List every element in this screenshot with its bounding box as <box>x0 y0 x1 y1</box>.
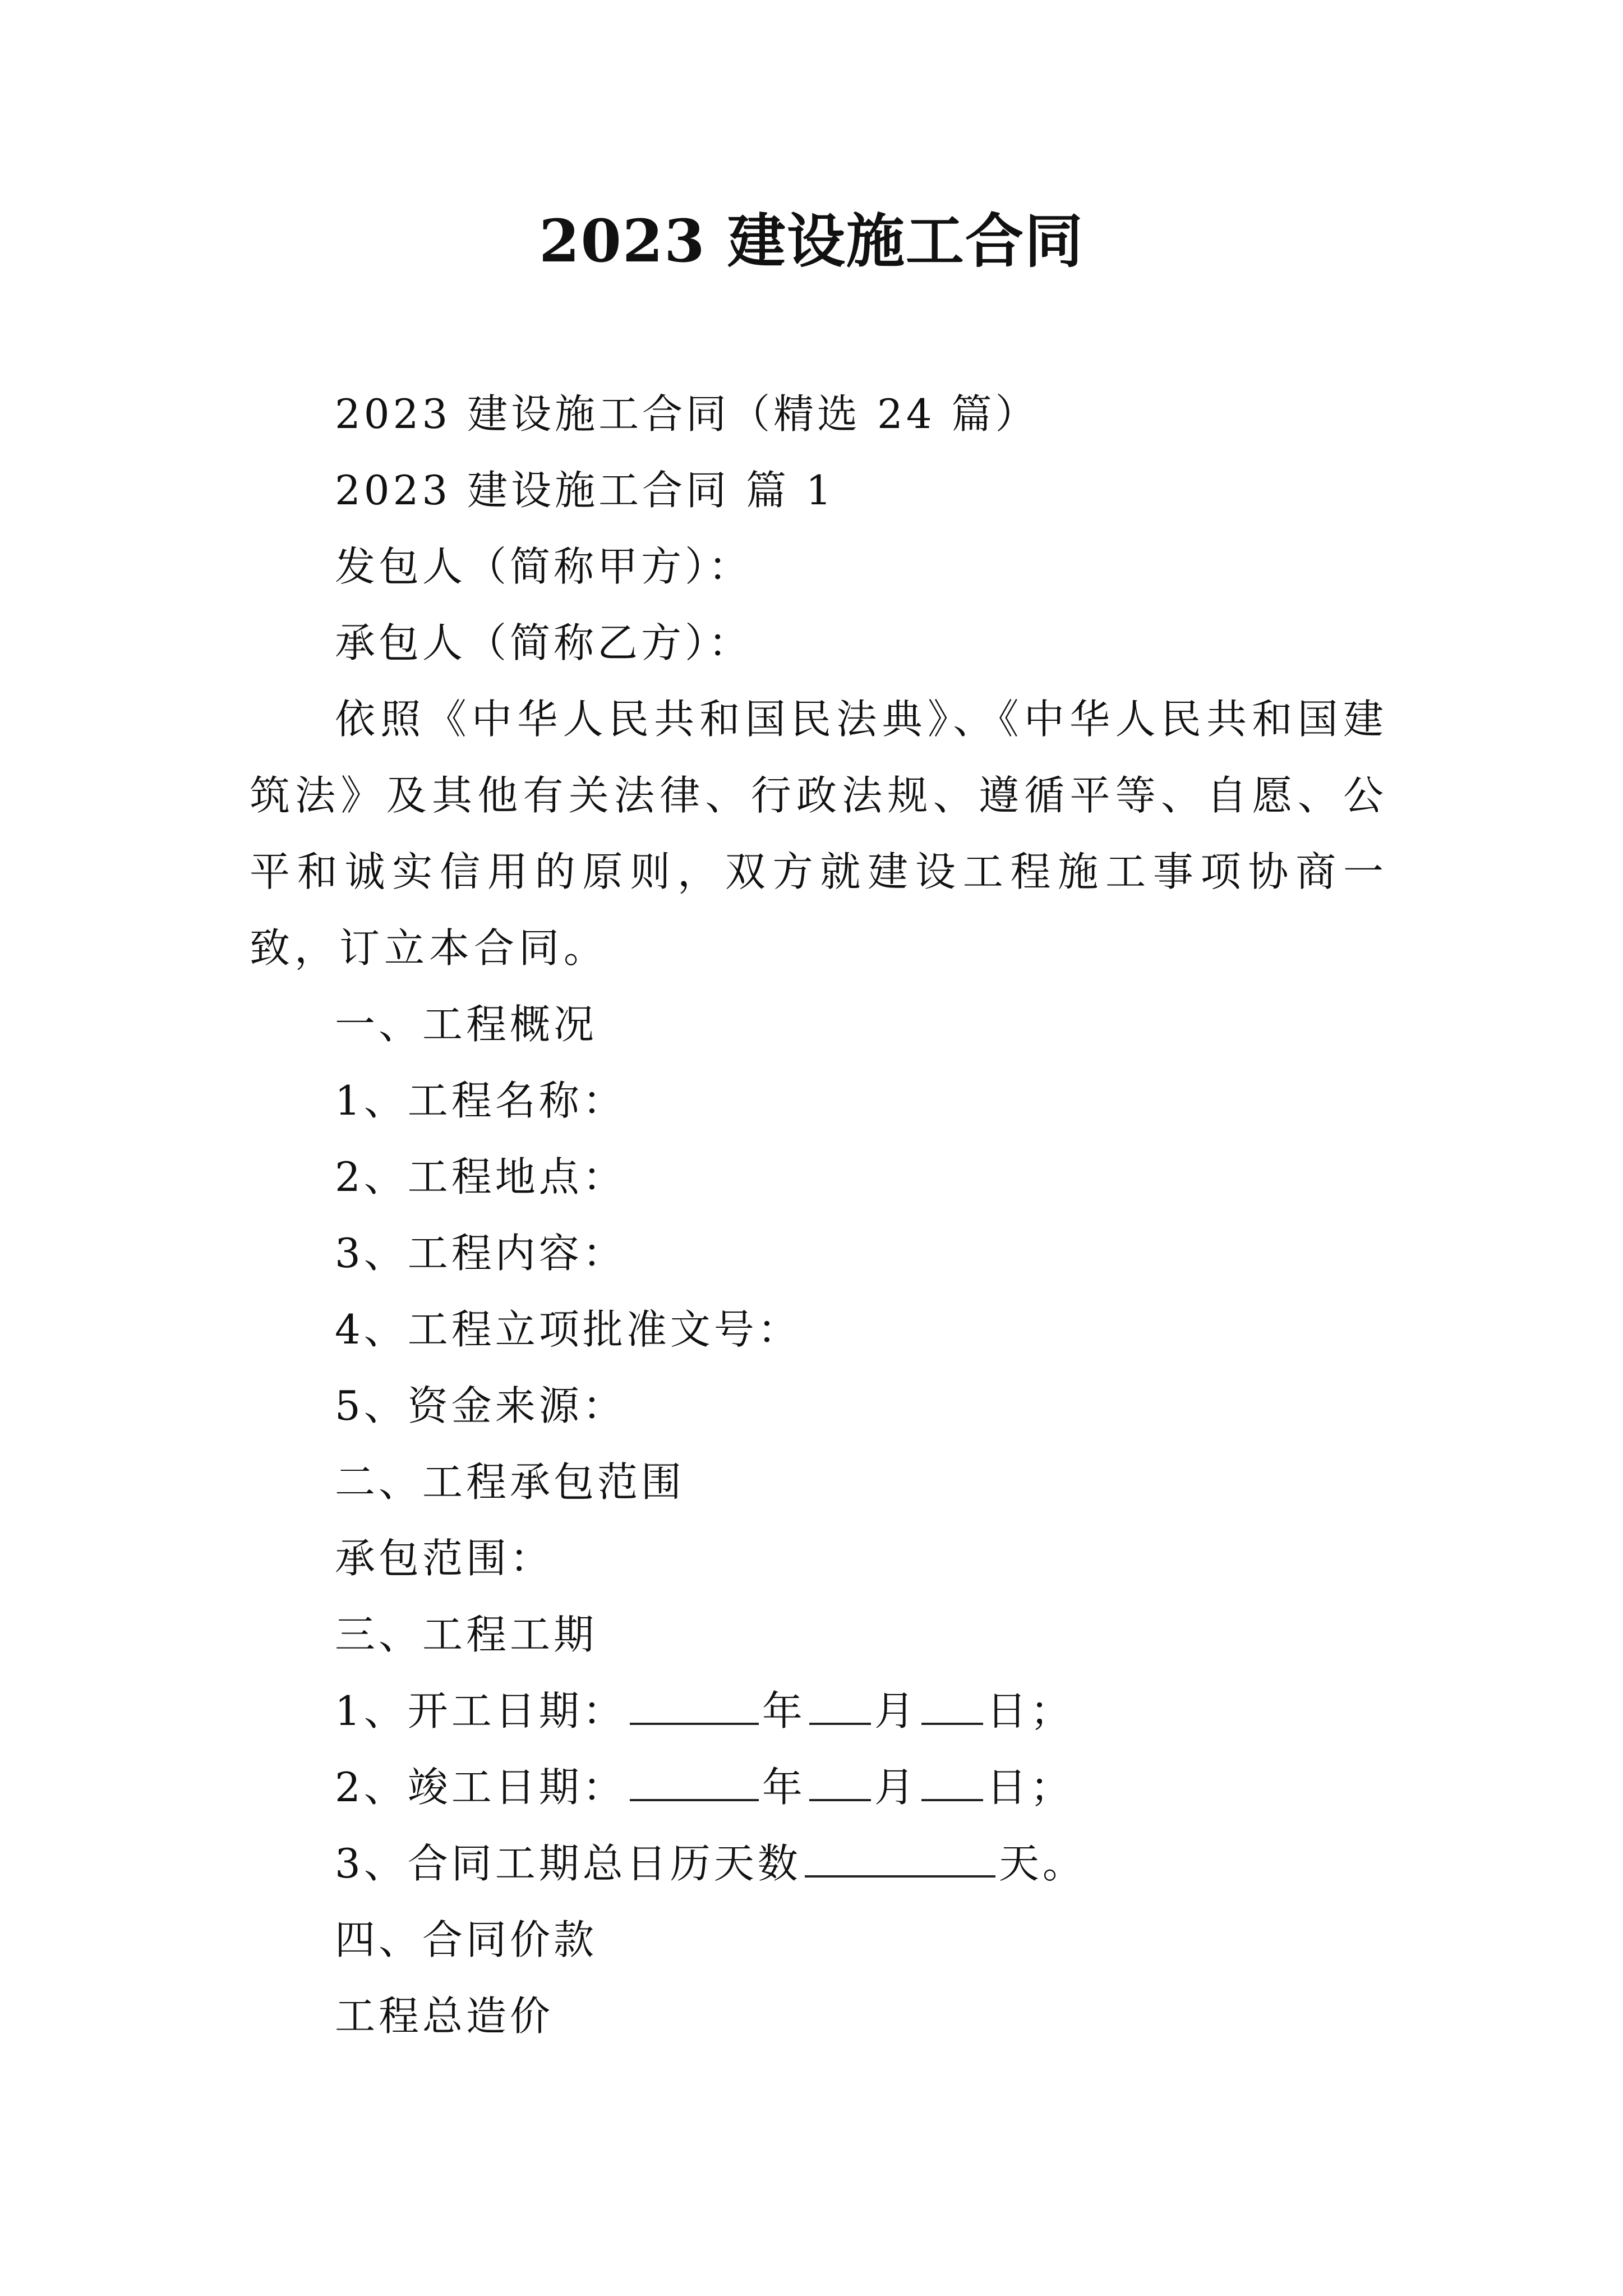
start-year-unit: 年 <box>762 1687 806 1734</box>
sec4-total-cost: 工程总造价 <box>335 1993 554 2040</box>
end-day-unit: 日； <box>986 1764 1074 1811</box>
start-date-label: 1、开工日期： <box>335 1687 626 1734</box>
total-days-unit: 天。 <box>998 1840 1086 1887</box>
sec1-item-project-name: 1、工程名称： <box>335 1077 626 1124</box>
start-date-line <box>250 1673 1388 1749</box>
end-year-blank <box>630 1760 759 1801</box>
end-date-label: 2、竣工日期： <box>335 1764 626 1811</box>
start-month-unit: 月 <box>874 1687 918 1734</box>
sec2-scope: 承包范围： <box>335 1535 554 1582</box>
end-month-unit: 月 <box>874 1764 918 1811</box>
sec1-item-approval-number: 4、工程立项批准文号： <box>335 1306 801 1353</box>
start-year-blank <box>630 1683 759 1725</box>
end-day-blank <box>921 1760 983 1801</box>
party-b-line: 承包人（简称乙方）： <box>335 619 753 666</box>
sec1-heading: 一、工程概况 <box>335 1001 598 1048</box>
sec1-item-funding-source: 5、资金来源： <box>335 1382 626 1429</box>
end-year-unit: 年 <box>762 1764 806 1811</box>
start-month-blank <box>809 1683 871 1725</box>
sec2-heading: 二、工程承包范围 <box>335 1458 685 1506</box>
document-body <box>250 376 1388 2054</box>
sec1-item-project-location: 2、工程地点： <box>335 1153 626 1200</box>
sec1-item-project-content: 3、工程内容： <box>335 1230 626 1277</box>
total-days-label: 3、合同工期总日历天数 <box>335 1840 801 1887</box>
total-days-blank <box>805 1836 995 1878</box>
start-day-unit: 日； <box>986 1687 1074 1734</box>
end-month-blank <box>809 1760 871 1801</box>
document-title: 2023 建设施工合同 <box>539 206 1084 275</box>
end-date-line <box>250 1749 1388 1825</box>
subtitle: 2023 建设施工合同（精选 24 篇） <box>335 390 1039 438</box>
total-days-line <box>250 1825 1388 1902</box>
sec3-heading: 三、工程工期 <box>335 1611 598 1658</box>
start-day-blank <box>921 1683 983 1725</box>
intro-paragraph: 依照《中华人民共和国民法典》、《中华人民共和国建筑法》及其他有关法律、行政法规、遵循平等、自愿、公平和诚实信用的原则，双方就建设工程施工事项协商一致，订立本合同。 <box>250 696 1388 972</box>
section-heading: 2023 建设施工合同 篇 1 <box>335 467 835 514</box>
party-a-line: 发包人（简称甲方）： <box>335 543 753 590</box>
sec4-heading: 四、合同价款 <box>335 1916 598 1963</box>
